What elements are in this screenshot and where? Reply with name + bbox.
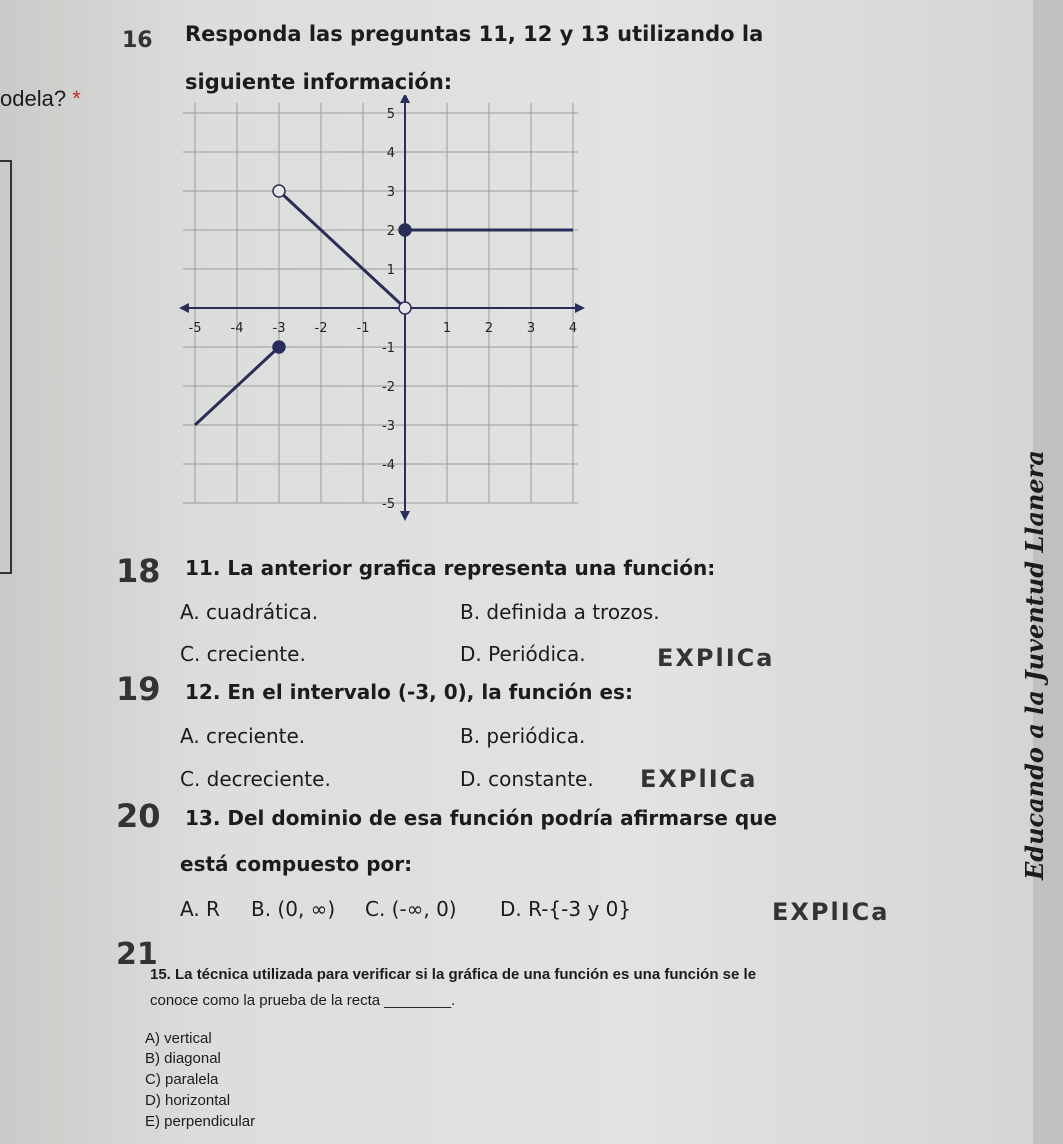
- question-15-text-line1: 15. La técnica utilizada para verificar si la gráfica de una función es una función se le: [150, 966, 757, 983]
- y-tick-label: 4: [386, 146, 395, 161]
- y-tick-label: 5: [386, 107, 395, 122]
- y-axis-arrow-down: [400, 511, 410, 521]
- question-15-text-line2: conoce como la prueba de la recta ________.: [150, 992, 456, 1009]
- open-point: [399, 302, 411, 314]
- required-mark: *: [72, 86, 81, 111]
- closed-point: [273, 341, 285, 353]
- y-tick-label: -4: [382, 458, 395, 473]
- graph-tick-labels: [189, 107, 578, 512]
- question-13-text-line1: 13. Del dominio de esa función podría afirmarse que: [185, 806, 778, 830]
- y-tick-label: -5: [382, 497, 395, 512]
- y-tick-label: -3: [382, 419, 395, 434]
- closed-point: [399, 224, 411, 236]
- page-number-note: 16: [122, 28, 153, 53]
- y-tick-label: -1: [382, 341, 395, 356]
- x-tick-label: 4: [568, 321, 578, 336]
- q15-option-a[interactable]: A) vertical: [145, 1030, 212, 1047]
- y-tick-label: 2: [386, 224, 395, 239]
- x-tick-label: -3: [272, 321, 286, 336]
- q12-option-b[interactable]: B. periódica.: [460, 724, 586, 748]
- q15-option-e[interactable]: E) perpendicular: [145, 1113, 256, 1130]
- form-question-text: odela?: [0, 86, 67, 111]
- y-axis-arrow: [400, 95, 410, 103]
- q13-option-b[interactable]: B. (0, ∞): [251, 897, 336, 921]
- handwritten-explica-12: EXPlICa: [640, 765, 758, 793]
- piecewise-function-graph: [170, 95, 590, 525]
- q13-option-c[interactable]: C. (-∞, 0): [365, 897, 457, 921]
- series-segment-2: [279, 191, 405, 308]
- y-tick-label: 1: [386, 263, 395, 278]
- instructions-line2: siguiente información:: [185, 70, 453, 94]
- q11-option-c[interactable]: C. creciente.: [180, 642, 306, 666]
- open-point: [273, 185, 285, 197]
- x-axis-arrow: [575, 303, 585, 313]
- form-input-frame: [0, 160, 12, 574]
- instructions-line1: Responda las preguntas 11, 12 y 13 utilizando la: [185, 22, 764, 46]
- q11-option-a[interactable]: A. cuadrática.: [180, 600, 319, 624]
- x-tick-label: -2: [314, 321, 328, 336]
- handwritten-number-21: 21: [116, 937, 158, 972]
- q15-option-d[interactable]: D) horizontal: [145, 1092, 231, 1109]
- margin-slogan: Educando a la Juventud Llanera: [1020, 450, 1049, 880]
- x-tick-label: 3: [526, 321, 536, 336]
- x-tick-label: -4: [230, 321, 244, 336]
- q13-option-d[interactable]: D. R-{-3 y 0}: [500, 897, 632, 921]
- q11-option-b[interactable]: B. definida a trozos.: [460, 600, 660, 624]
- handwritten-explica-11: EXPlICa: [657, 644, 775, 672]
- handwritten-number-19: 19: [116, 670, 161, 708]
- form-question-fragment: [0, 86, 81, 112]
- handwritten-number-18: 18: [116, 552, 161, 590]
- x-tick-label: -5: [188, 321, 202, 336]
- q12-option-d[interactable]: D. constante.: [460, 767, 594, 791]
- handwritten-number-20: 20: [116, 797, 161, 835]
- graph-grid: [183, 103, 578, 503]
- q15-option-c[interactable]: C) paralela: [145, 1071, 219, 1088]
- y-tick-label: -2: [382, 380, 395, 395]
- handwritten-explica-13: EXPlICa: [772, 898, 890, 926]
- question-12-text: 12. En el intervalo (-3, 0), la función es:: [185, 680, 633, 704]
- x-axis-arrow-left: [179, 303, 189, 313]
- q15-option-b[interactable]: B) diagonal: [145, 1050, 221, 1067]
- x-tick-label: 1: [442, 321, 452, 336]
- question-13-text-line2: está compuesto por:: [180, 852, 413, 876]
- q11-option-d[interactable]: D. Periódica.: [460, 642, 586, 666]
- q12-option-a[interactable]: A. creciente.: [180, 724, 306, 748]
- q13-option-a[interactable]: A. R: [180, 897, 220, 921]
- x-tick-label: 2: [484, 321, 494, 336]
- q12-option-c[interactable]: C. decreciente.: [180, 767, 331, 791]
- question-11-text: 11. La anterior grafica representa una función:: [185, 556, 716, 580]
- x-tick-label: -1: [356, 321, 370, 336]
- y-tick-label: 3: [386, 185, 395, 200]
